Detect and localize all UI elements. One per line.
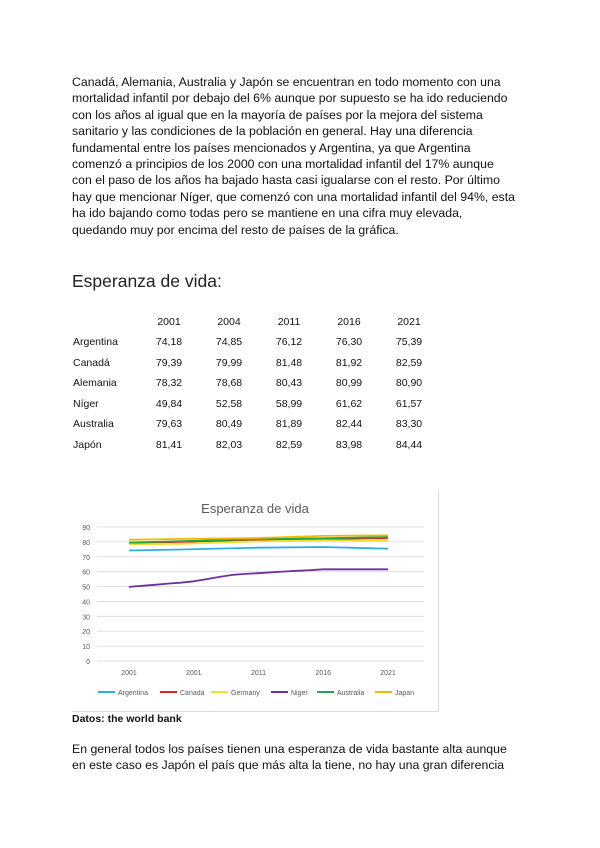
value-cell: 75,39 bbox=[395, 336, 423, 349]
y-tick-label: 40 bbox=[82, 599, 90, 607]
y-tick-label: 80 bbox=[82, 539, 90, 547]
value-cell: 61,57 bbox=[395, 397, 423, 410]
paragraph-line: fundamental entre los países mencionados y Argentina, ya que Argentina bbox=[72, 140, 471, 155]
y-tick-label: 30 bbox=[82, 614, 90, 622]
value-cell: 82,59 bbox=[275, 438, 303, 451]
value-cell: 79,99 bbox=[215, 356, 243, 369]
paragraph-line: en este caso es Japón el país que más alta la tiene, no hay una gran diferencia bbox=[72, 758, 505, 773]
paragraph-line: ha ido bajando como todas pero se mantiene en una cifra muy elevada, bbox=[72, 206, 463, 221]
year-header: 2001 bbox=[157, 316, 181, 328]
paragraph-line: hay que mencionar Níger, que comenzó con una mortalidad infantil del 94%, esta bbox=[72, 189, 515, 204]
table-row bbox=[70, 394, 439, 415]
series-line-argentina bbox=[129, 547, 388, 551]
x-tick-label: 2016 bbox=[315, 670, 332, 677]
closing-paragraph bbox=[72, 741, 532, 774]
y-tick-label: 90 bbox=[82, 525, 90, 532]
y-tick-label: 10 bbox=[82, 644, 90, 652]
value-cell: 82,59 bbox=[395, 356, 423, 369]
table-row bbox=[70, 373, 439, 394]
x-tick-label: 2001 bbox=[185, 670, 202, 677]
value-cell: 83,30 bbox=[395, 418, 423, 431]
legend-label: Canada bbox=[180, 690, 205, 697]
legend-label: Japan bbox=[395, 690, 415, 697]
life-expectancy-chart bbox=[72, 489, 438, 711]
value-cell: 80,99 bbox=[335, 377, 363, 390]
value-cell: 82,03 bbox=[215, 438, 243, 451]
table-row bbox=[70, 435, 439, 456]
table-row bbox=[70, 332, 439, 353]
value-cell: 76,30 bbox=[335, 336, 363, 349]
value-cell: 49,84 bbox=[155, 397, 183, 410]
country-cell: Alemania bbox=[73, 377, 117, 390]
year-header: 2004 bbox=[217, 316, 241, 328]
y-tick-label: 60 bbox=[82, 569, 90, 577]
y-tick-label: 20 bbox=[82, 629, 90, 637]
value-cell: 81,48 bbox=[275, 356, 303, 369]
country-cell: Canadá bbox=[73, 356, 110, 369]
paragraph-line: con los años al igual que en la mayoría de países por la mejora del sistema bbox=[72, 107, 483, 122]
section-heading: Esperanza de vida: bbox=[72, 271, 222, 291]
value-cell: 81,41 bbox=[155, 438, 183, 451]
value-cell: 82,44 bbox=[335, 418, 363, 431]
year-header: 2011 bbox=[277, 316, 301, 328]
x-tick-label: 2011 bbox=[250, 670, 267, 677]
country-cell: Argentina bbox=[73, 336, 118, 349]
paragraph-line: Canadá, Alemania, Australia y Japón se encuentran en todo momento con una bbox=[72, 75, 501, 89]
table-row bbox=[70, 353, 439, 374]
value-cell: 74,85 bbox=[215, 336, 243, 349]
legend-label: Argentina bbox=[118, 690, 148, 697]
value-cell: 76,12 bbox=[275, 336, 303, 349]
value-cell: 81,92 bbox=[335, 356, 363, 369]
chart-title: Esperanza de vida bbox=[201, 501, 309, 516]
table-corner bbox=[70, 312, 139, 332]
y-tick-label: 0 bbox=[86, 659, 90, 666]
x-tick-label: 2021 bbox=[380, 670, 396, 677]
legend-label: Australia bbox=[337, 690, 365, 697]
value-cell: 80,49 bbox=[215, 418, 243, 431]
table-row bbox=[70, 414, 439, 435]
value-cell: 61,62 bbox=[335, 397, 363, 410]
paragraph-line: sanitario y las condiciones de la población en general. Hay una diferencia bbox=[72, 124, 473, 139]
value-cell: 78,32 bbox=[155, 377, 183, 390]
value-cell: 80,90 bbox=[395, 377, 423, 390]
year-header: 2016 bbox=[337, 316, 361, 328]
country-cell: Australia bbox=[73, 418, 114, 431]
table-header-row bbox=[70, 312, 439, 332]
x-tick-label: 2001 bbox=[121, 670, 137, 677]
data-source: Datos: the world bank bbox=[72, 713, 182, 725]
paragraph-line: En general todos los países tienen una esperanza de vida bastante alta aunque bbox=[72, 742, 507, 756]
legend-label: Germany bbox=[231, 690, 260, 697]
life-expectancy-table bbox=[70, 312, 439, 455]
paragraph-line: mortalidad infantil por debajo del 6% aunque por supuesto se ha ido reduciendo bbox=[72, 91, 508, 106]
value-cell: 80,43 bbox=[275, 377, 303, 390]
country-cell: Níger bbox=[73, 397, 99, 410]
intro-paragraph bbox=[72, 74, 532, 238]
value-cell: 84,44 bbox=[395, 438, 423, 451]
year-header: 2021 bbox=[397, 316, 421, 328]
y-tick-label: 50 bbox=[82, 584, 90, 592]
value-cell: 52,58 bbox=[215, 397, 243, 410]
country-cell: Japón bbox=[73, 438, 102, 451]
paragraph-line: con el paso de los años ha bajado hasta casi igualarse con el resto. Por último bbox=[72, 173, 500, 188]
y-tick-label: 70 bbox=[82, 554, 90, 562]
value-cell: 83,98 bbox=[335, 438, 363, 451]
value-cell: 58,99 bbox=[275, 397, 303, 410]
paragraph-line: quedando muy por encima del resto de países de la gráfica. bbox=[72, 222, 399, 237]
value-cell: 78,68 bbox=[215, 377, 243, 390]
value-cell: 79,39 bbox=[155, 356, 183, 369]
paragraph-line: comenzó a principios de los 2000 con una mortalidad infantil del 17% aunque bbox=[72, 157, 494, 172]
chart-frame bbox=[72, 489, 439, 712]
value-cell: 79,63 bbox=[155, 418, 183, 431]
value-cell: 81,89 bbox=[275, 418, 303, 431]
legend-label: Niger bbox=[291, 690, 308, 697]
value-cell: 74,18 bbox=[155, 336, 183, 349]
